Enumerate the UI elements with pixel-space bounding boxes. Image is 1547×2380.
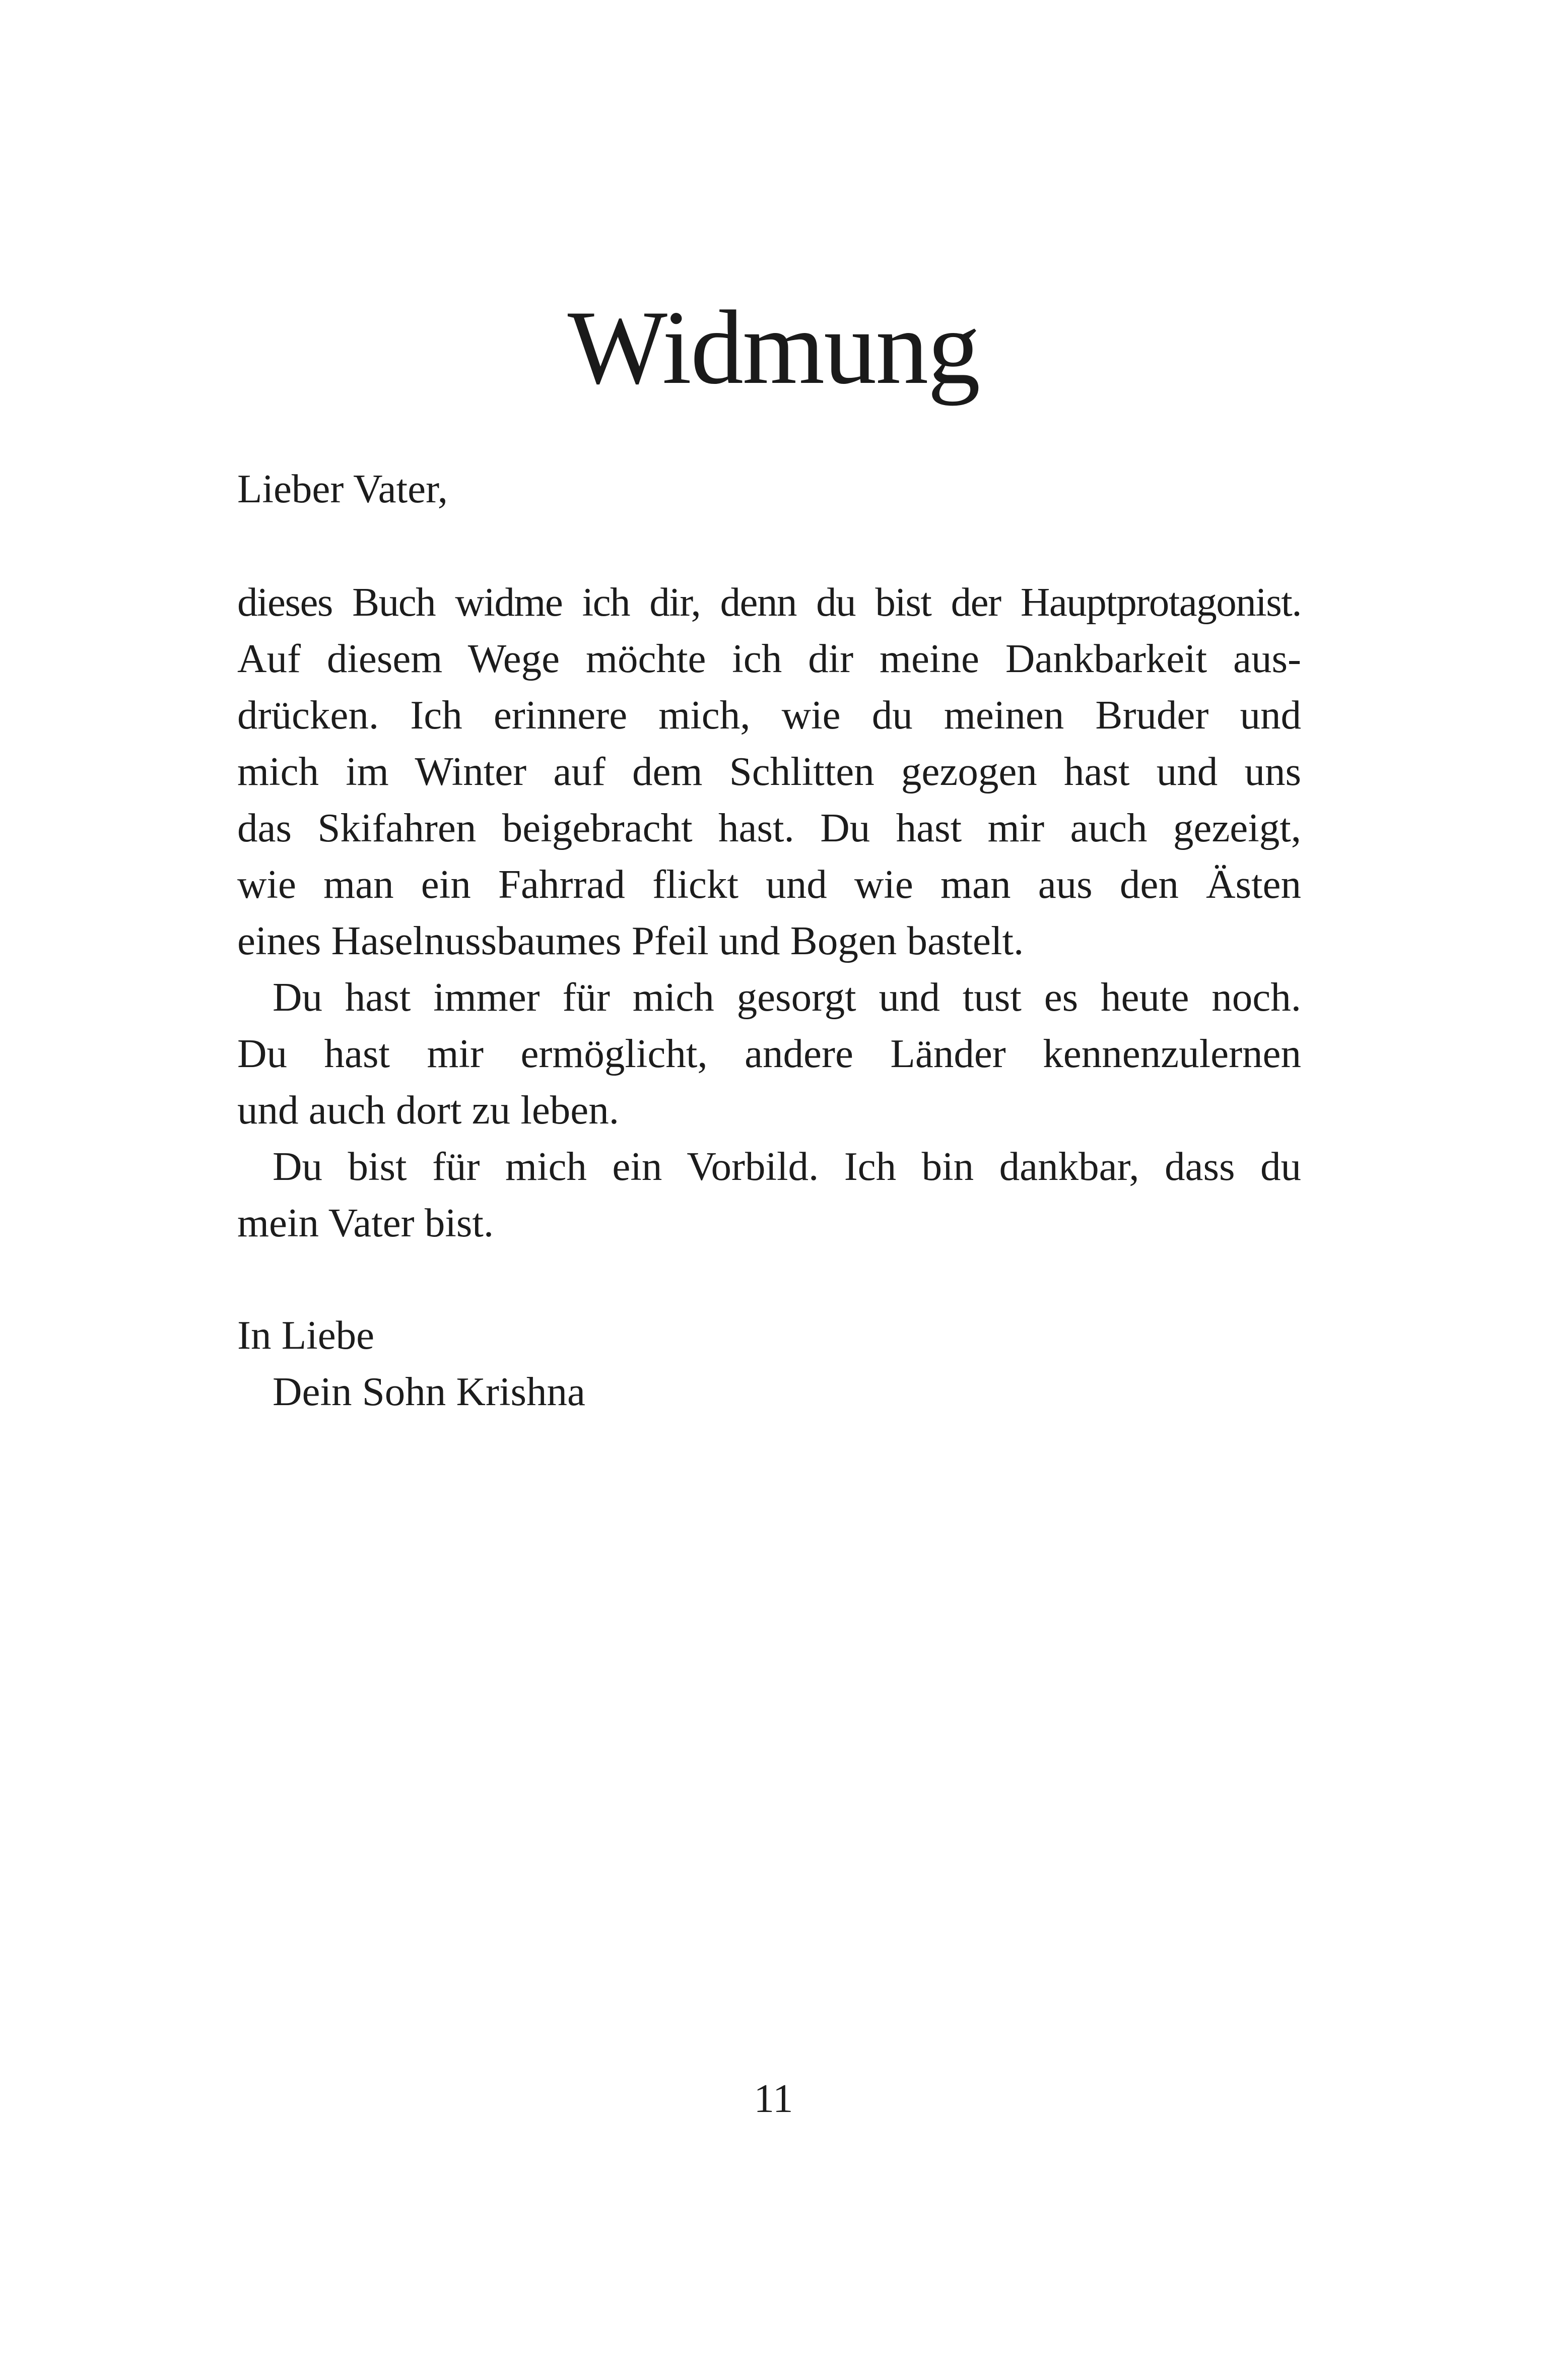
signature: Dein Sohn Krishna	[273, 1369, 585, 1414]
body-line: mich im Winter auf dem Schlitten gezogen hast und uns	[237, 749, 1301, 794]
body-line: wie man ein Fahrrad flickt und wie man aus den Ästen	[237, 862, 1301, 907]
body-line: mein Vater bist.	[237, 1200, 494, 1245]
page-title: Widmung	[567, 289, 980, 406]
body-line: Du hast mir ermöglicht, andere Länder kennenzulernen	[237, 1031, 1301, 1076]
body-line: das Skifahren beigebracht hast. Du hast mir auch gezeigt,	[237, 805, 1301, 850]
body-line: Du bist für mich ein Vorbild. Ich bin dankbar, dass du	[273, 1144, 1301, 1189]
body-line: und auch dort zu leben.	[237, 1087, 619, 1133]
closing: In Liebe	[237, 1312, 375, 1358]
body-line: eines Haselnussbaumes Pfeil und Bogen bastelt.	[237, 918, 1024, 963]
page-number: 11	[754, 2076, 793, 2121]
body-line: dieses Buch widme ich dir, denn du bist der Hauptprotagonist.	[237, 579, 1301, 625]
body-line: drücken. Ich erinnere mich, wie du meinen Bruder und	[237, 692, 1301, 738]
salutation: Lieber Vater,	[237, 466, 448, 511]
body-line: Du hast immer für mich gesorgt und tust es heute noch.	[273, 974, 1301, 1020]
body-line: Auf diesem Wege möchte ich dir meine Dankbarkeit aus-	[237, 636, 1301, 681]
